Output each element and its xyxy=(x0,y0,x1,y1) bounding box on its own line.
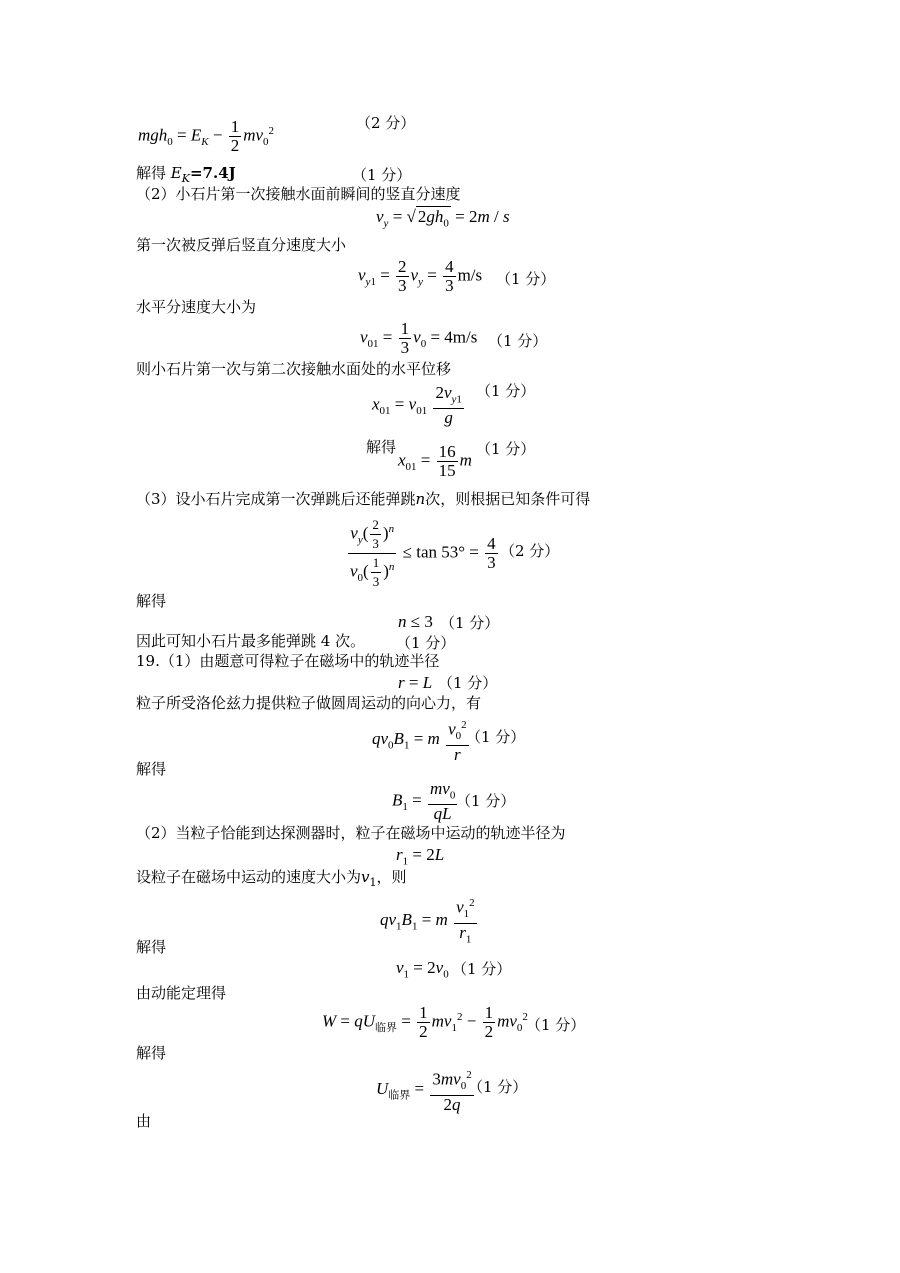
text-jie-de: 解得 xyxy=(136,760,167,778)
equation-n: n ≤ 3 xyxy=(398,612,433,631)
equation-vy: $v_y$ = √ $2gh_0 = 2m / s$ xyxy=(376,207,510,230)
score-label: （1 分） xyxy=(438,674,498,692)
score-label: （1 分） xyxy=(452,960,512,978)
score-label: （1 分） xyxy=(456,792,516,810)
q19-part2: （2）当粒子恰能到达探测器时，粒子在磁场中运动的轨迹半径为 xyxy=(136,824,566,842)
equation-r1: $r_1 = 2L$ xyxy=(396,845,445,868)
score-label: （1 分） xyxy=(488,332,548,350)
text-label: K xyxy=(181,172,190,185)
equation-lorentz-v1: $qv_1B_1 = m$ $\frac{v_1^2}{r_1}$ xyxy=(380,894,479,948)
q19-part1: 19.（1）由题意可得粒子在磁场中的轨迹半径 xyxy=(136,652,440,670)
score-label: （1 分） xyxy=(526,1016,586,1034)
text-jie-de: 解得 xyxy=(136,938,167,956)
score-label: （1 分） xyxy=(476,440,536,458)
text-jie-de: 解得 xyxy=(366,438,397,456)
text-label: 临界 xyxy=(388,1089,411,1102)
equation-b1: $B_1$ = $\frac{mv_0}{qL}$ xyxy=(392,779,456,824)
score-label: （1 分） xyxy=(352,166,412,184)
text-horizontal-speed: 水平分速度大小为 xyxy=(136,298,257,316)
equation-r: r = L xyxy=(398,673,433,692)
text-label: n xyxy=(415,490,426,508)
text-label: E xyxy=(170,164,182,182)
equation-lorentz: $qv_0B_1 = m$ $\frac{v_0^2}{r}$ xyxy=(372,716,471,764)
text-jie-de: 解得 xyxy=(136,1044,167,1062)
score-label: （1 分） xyxy=(496,270,556,288)
text-label: 临界 xyxy=(375,1021,398,1034)
text-conclusion: 因此可知小石片最多能弹跳 4 次。 xyxy=(136,632,366,650)
score-label: （1 分） xyxy=(476,382,536,400)
text-you: 由 xyxy=(136,1112,152,1130)
score-label: （2 分） xyxy=(500,542,560,560)
text-speed-setup: 设粒子在磁场中运动的速度大小为$v_1$，则 xyxy=(136,868,407,889)
equation-energy: $mgh_0 = E_K$ − $\frac{1}{2}$ $mv_0^2$ xyxy=(138,117,275,155)
score-label: （1 分） xyxy=(466,728,526,746)
text-vert-after-first: 第一次被反弹后竖直分速度大小 xyxy=(136,236,347,254)
equation-vy1: $v_{y1}$ = $\frac{2}{3}$ $v_y$ = $\frac{4}{3}$ m/s xyxy=(358,257,483,295)
text-label: 次，则根据已知条件可得 xyxy=(425,490,591,508)
text-jie-de: 解得 xyxy=(136,592,167,610)
part2-title: （2）小石片第一次接触水面前瞬间的竖直分速度 xyxy=(136,185,461,203)
equation-v01: $v_{01}$ = $\frac{1}{3}$ $v_0 = 4m/s$ xyxy=(360,319,478,357)
text-lorentz: 粒子所受洛伦兹力提供粒子做圆周运动的向心力，有 xyxy=(136,694,482,712)
part3-title xyxy=(136,490,590,508)
text-label: （3）设小石片完成第一次弹跳后还能弹跳 xyxy=(136,490,416,508)
score-label: （2 分） xyxy=(356,114,416,132)
text-label: ，则 xyxy=(376,868,407,886)
equation-x01: $x_{01} = v_{01}$ $\frac{2v_{y1}}{g}$ xyxy=(372,383,462,428)
text-label: =7.4J xyxy=(189,164,236,182)
score-label: （1 分） xyxy=(396,634,456,652)
equation-inequality: $v_y$( $\frac{2}{3}$ )$^n$ $v_0$( $\frac{1}{3}$ )$^n$ ≤ tan 53° = $\frac{4}{3}$ xyxy=(350,517,496,589)
text-work-energy: 由动能定理得 xyxy=(136,984,227,1002)
score-label: （1 分） xyxy=(440,614,500,632)
text-label: 解得 xyxy=(136,164,167,182)
equation-u: $U_{临界}$ = $\frac{3mv_0^2}{2q}$ xyxy=(376,1066,476,1114)
text-horizontal-disp: 则小石片第一次与第二次接触水面处的水平位移 xyxy=(136,360,452,378)
text-label: 设粒子在磁场中运动的速度大小为 xyxy=(136,868,362,886)
equation-work: $W = qU_{临界}$ = $\frac{1}{2}$ $mv_1^2$ − $\frac{1}{2}$ $mv_0^2$ xyxy=(322,1003,528,1041)
score-label: （1 分） xyxy=(468,1078,528,1096)
equation-v1: $v_1 = 2v_0$ xyxy=(396,958,449,981)
equation-x01-result: $x_{01}$ = $\frac{16}{15}$ m xyxy=(398,442,472,480)
